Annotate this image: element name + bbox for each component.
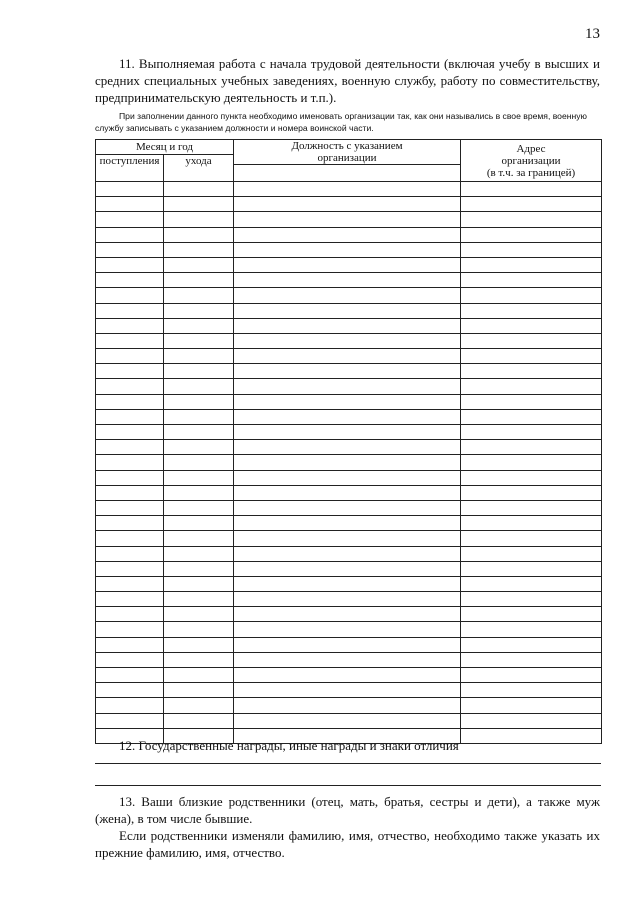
end-cell[interactable] xyxy=(164,607,234,622)
address-cell[interactable] xyxy=(461,668,602,683)
address-cell[interactable] xyxy=(461,364,602,379)
start-cell[interactable] xyxy=(96,470,164,485)
end-cell[interactable] xyxy=(164,349,234,364)
table-row xyxy=(96,531,602,546)
address-cell[interactable] xyxy=(461,455,602,470)
table-row xyxy=(96,257,602,272)
position-cell[interactable] xyxy=(234,273,461,288)
end-cell[interactable] xyxy=(164,182,234,197)
start-cell[interactable] xyxy=(96,698,164,713)
header-address-line1: Адрес xyxy=(516,142,546,155)
position-cell[interactable] xyxy=(234,364,461,379)
end-cell[interactable] xyxy=(164,546,234,561)
table-row xyxy=(96,440,602,455)
end-cell[interactable] xyxy=(164,257,234,272)
end-cell[interactable] xyxy=(164,197,234,212)
start-cell[interactable] xyxy=(96,652,164,667)
start-cell[interactable] xyxy=(96,592,164,607)
table-row xyxy=(96,713,602,728)
start-cell[interactable] xyxy=(96,607,164,622)
address-cell[interactable] xyxy=(461,500,602,515)
start-cell[interactable] xyxy=(96,576,164,591)
table-row xyxy=(96,425,602,440)
position-cell[interactable] xyxy=(234,288,461,303)
end-cell[interactable] xyxy=(164,561,234,576)
position-cell[interactable] xyxy=(234,576,461,591)
address-cell[interactable] xyxy=(461,425,602,440)
address-cell[interactable] xyxy=(461,197,602,212)
table-row xyxy=(96,212,602,227)
section-12-heading: 12. Государственные награды, иные награды и знаки отличия xyxy=(119,738,459,753)
end-cell[interactable] xyxy=(164,592,234,607)
end-cell[interactable] xyxy=(164,409,234,424)
start-cell[interactable] xyxy=(96,227,164,242)
end-cell[interactable] xyxy=(164,485,234,500)
table-row xyxy=(96,333,602,348)
position-cell[interactable] xyxy=(234,592,461,607)
table-row xyxy=(96,318,602,333)
end-cell[interactable] xyxy=(164,394,234,409)
work-history-table xyxy=(95,139,602,744)
end-cell[interactable] xyxy=(164,212,234,227)
address-cell[interactable] xyxy=(461,622,602,637)
end-cell[interactable] xyxy=(164,470,234,485)
start-cell[interactable] xyxy=(96,212,164,227)
address-cell[interactable] xyxy=(461,652,602,667)
start-cell[interactable] xyxy=(96,440,164,455)
table-row xyxy=(96,683,602,698)
header-month-year: Месяц и год xyxy=(96,140,234,155)
position-cell[interactable] xyxy=(234,652,461,667)
header-address xyxy=(461,140,602,182)
address-cell[interactable] xyxy=(461,288,602,303)
table-row xyxy=(96,288,602,303)
address-cell[interactable] xyxy=(461,485,602,500)
start-cell[interactable] xyxy=(96,197,164,212)
start-cell[interactable] xyxy=(96,531,164,546)
start-cell[interactable] xyxy=(96,303,164,318)
table-row xyxy=(96,409,602,424)
position-cell[interactable] xyxy=(234,242,461,257)
address-cell[interactable] xyxy=(461,531,602,546)
work-history-body xyxy=(96,182,602,744)
table-row xyxy=(96,242,602,257)
position-cell[interactable] xyxy=(234,212,461,227)
position-cell[interactable] xyxy=(234,713,461,728)
address-cell[interactable] xyxy=(461,576,602,591)
address-cell[interactable] xyxy=(461,561,602,576)
page-number: 13 xyxy=(585,26,600,42)
table-row xyxy=(96,303,602,318)
address-cell[interactable] xyxy=(461,212,602,227)
position-cell[interactable] xyxy=(234,182,461,197)
table-header-row xyxy=(96,140,602,155)
position-cell[interactable] xyxy=(234,683,461,698)
start-cell[interactable] xyxy=(96,455,164,470)
header-position-spacer xyxy=(234,165,461,182)
position-cell[interactable] xyxy=(234,516,461,531)
address-cell[interactable] xyxy=(461,303,602,318)
position-cell[interactable] xyxy=(234,379,461,394)
start-cell[interactable] xyxy=(96,500,164,515)
start-cell[interactable] xyxy=(96,622,164,637)
address-cell[interactable] xyxy=(461,516,602,531)
start-cell[interactable] xyxy=(96,668,164,683)
start-cell[interactable] xyxy=(96,333,164,348)
start-cell[interactable] xyxy=(96,242,164,257)
section-12-line-2[interactable] xyxy=(95,785,601,786)
table-row xyxy=(96,561,602,576)
table-row xyxy=(96,273,602,288)
section-13-heading: 13. Ваши близкие родственники (отец, мать, братья, сестры и дети), а также муж (жена), в том числе бывшие. xyxy=(95,794,600,826)
address-cell[interactable] xyxy=(461,333,602,348)
end-cell[interactable] xyxy=(164,318,234,333)
table-row xyxy=(96,379,602,394)
table-row xyxy=(96,349,602,364)
table-row xyxy=(96,197,602,212)
table-row xyxy=(96,227,602,242)
address-cell[interactable] xyxy=(461,227,602,242)
address-cell[interactable] xyxy=(461,242,602,257)
end-cell[interactable] xyxy=(164,516,234,531)
position-cell[interactable] xyxy=(234,622,461,637)
table-row xyxy=(96,516,602,531)
position-cell[interactable] xyxy=(234,425,461,440)
table-row xyxy=(96,637,602,652)
address-cell[interactable] xyxy=(461,683,602,698)
end-cell[interactable] xyxy=(164,622,234,637)
table-row xyxy=(96,500,602,515)
position-cell[interactable] xyxy=(234,500,461,515)
start-cell[interactable] xyxy=(96,379,164,394)
end-cell[interactable] xyxy=(164,576,234,591)
end-cell[interactable] xyxy=(164,333,234,348)
section-11-heading: 11. Выполняемая работа с начала трудовой деятельности (включая учебу в высших и средних специальных учебных заведениях, военную службу, работу по совместительству, предпринимательскую деятельность и т.п.). xyxy=(95,56,600,105)
end-cell[interactable] xyxy=(164,440,234,455)
address-cell[interactable] xyxy=(461,592,602,607)
section-13-rename-note: Если родственники изменяли фамилию, имя, отчество, необходимо также указать их прежние фамилию, имя, отчество. xyxy=(95,828,600,860)
address-cell[interactable] xyxy=(461,349,602,364)
table-row xyxy=(96,576,602,591)
address-cell[interactable] xyxy=(461,409,602,424)
address-cell[interactable] xyxy=(461,713,602,728)
end-cell[interactable] xyxy=(164,303,234,318)
header-start: поступления xyxy=(96,155,164,182)
end-cell[interactable] xyxy=(164,288,234,303)
address-cell[interactable] xyxy=(461,607,602,622)
position-cell[interactable] xyxy=(234,440,461,455)
start-cell[interactable] xyxy=(96,409,164,424)
end-cell[interactable] xyxy=(164,683,234,698)
address-cell[interactable] xyxy=(461,637,602,652)
start-cell[interactable] xyxy=(96,713,164,728)
position-cell[interactable] xyxy=(234,197,461,212)
header-address-line3: (в т.ч. за границей) xyxy=(486,166,576,179)
header-position xyxy=(234,140,461,165)
start-cell[interactable] xyxy=(96,273,164,288)
start-cell[interactable] xyxy=(96,425,164,440)
section-12-line-1[interactable] xyxy=(95,763,601,764)
start-cell[interactable] xyxy=(96,683,164,698)
end-cell[interactable] xyxy=(164,379,234,394)
position-cell[interactable] xyxy=(234,349,461,364)
address-cell[interactable] xyxy=(461,379,602,394)
position-cell[interactable] xyxy=(234,637,461,652)
table-row xyxy=(96,364,602,379)
position-cell[interactable] xyxy=(234,546,461,561)
table-row xyxy=(96,652,602,667)
start-cell[interactable] xyxy=(96,546,164,561)
header-end: ухода xyxy=(164,155,234,182)
start-cell[interactable] xyxy=(96,257,164,272)
table-row xyxy=(96,485,602,500)
start-cell[interactable] xyxy=(96,318,164,333)
start-cell[interactable] xyxy=(96,364,164,379)
end-cell[interactable] xyxy=(164,425,234,440)
end-cell[interactable] xyxy=(164,698,234,713)
address-cell[interactable] xyxy=(461,470,602,485)
position-cell[interactable] xyxy=(234,561,461,576)
header-address-line2: организации xyxy=(501,154,561,167)
end-cell[interactable] xyxy=(164,227,234,242)
position-cell[interactable] xyxy=(234,409,461,424)
position-cell[interactable] xyxy=(234,257,461,272)
start-cell[interactable] xyxy=(96,637,164,652)
start-cell[interactable] xyxy=(96,485,164,500)
end-cell[interactable] xyxy=(164,637,234,652)
position-cell[interactable] xyxy=(234,318,461,333)
position-cell[interactable] xyxy=(234,303,461,318)
position-cell[interactable] xyxy=(234,333,461,348)
address-cell[interactable] xyxy=(461,182,602,197)
end-cell[interactable] xyxy=(164,668,234,683)
end-cell[interactable] xyxy=(164,242,234,257)
table-row xyxy=(96,668,602,683)
start-cell[interactable] xyxy=(96,516,164,531)
position-cell[interactable] xyxy=(234,668,461,683)
address-cell[interactable] xyxy=(461,273,602,288)
table-row xyxy=(96,394,602,409)
end-cell[interactable] xyxy=(164,455,234,470)
start-cell[interactable] xyxy=(96,182,164,197)
position-cell[interactable] xyxy=(234,607,461,622)
position-cell[interactable] xyxy=(234,485,461,500)
position-cell[interactable] xyxy=(234,455,461,470)
table-row xyxy=(96,698,602,713)
end-cell[interactable] xyxy=(164,531,234,546)
end-cell[interactable] xyxy=(164,364,234,379)
end-cell[interactable] xyxy=(164,652,234,667)
position-cell[interactable] xyxy=(234,531,461,546)
position-cell[interactable] xyxy=(234,227,461,242)
start-cell[interactable] xyxy=(96,394,164,409)
address-cell[interactable] xyxy=(461,440,602,455)
table-row xyxy=(96,455,602,470)
position-cell[interactable] xyxy=(234,698,461,713)
header-position-label: Должность с указанием организации xyxy=(291,140,403,164)
end-cell[interactable] xyxy=(164,713,234,728)
end-cell[interactable] xyxy=(164,500,234,515)
start-cell[interactable] xyxy=(96,349,164,364)
section-11-note: При заполнении данного пункта необходимо именовать организации так, как они назывались в свое время, военную службу записывать с указанием должности и номера воинской части. xyxy=(95,111,587,133)
table-row xyxy=(96,607,602,622)
position-cell[interactable] xyxy=(234,470,461,485)
address-cell[interactable] xyxy=(461,394,602,409)
end-cell[interactable] xyxy=(164,273,234,288)
table-row xyxy=(96,470,602,485)
position-cell[interactable] xyxy=(234,394,461,409)
address-cell[interactable] xyxy=(461,318,602,333)
address-cell[interactable] xyxy=(461,698,602,713)
address-cell[interactable] xyxy=(461,257,602,272)
table-row xyxy=(96,546,602,561)
start-cell[interactable] xyxy=(96,288,164,303)
start-cell[interactable] xyxy=(96,561,164,576)
table-row xyxy=(96,182,602,197)
address-cell[interactable] xyxy=(461,546,602,561)
table-row xyxy=(96,622,602,637)
table-row xyxy=(96,592,602,607)
